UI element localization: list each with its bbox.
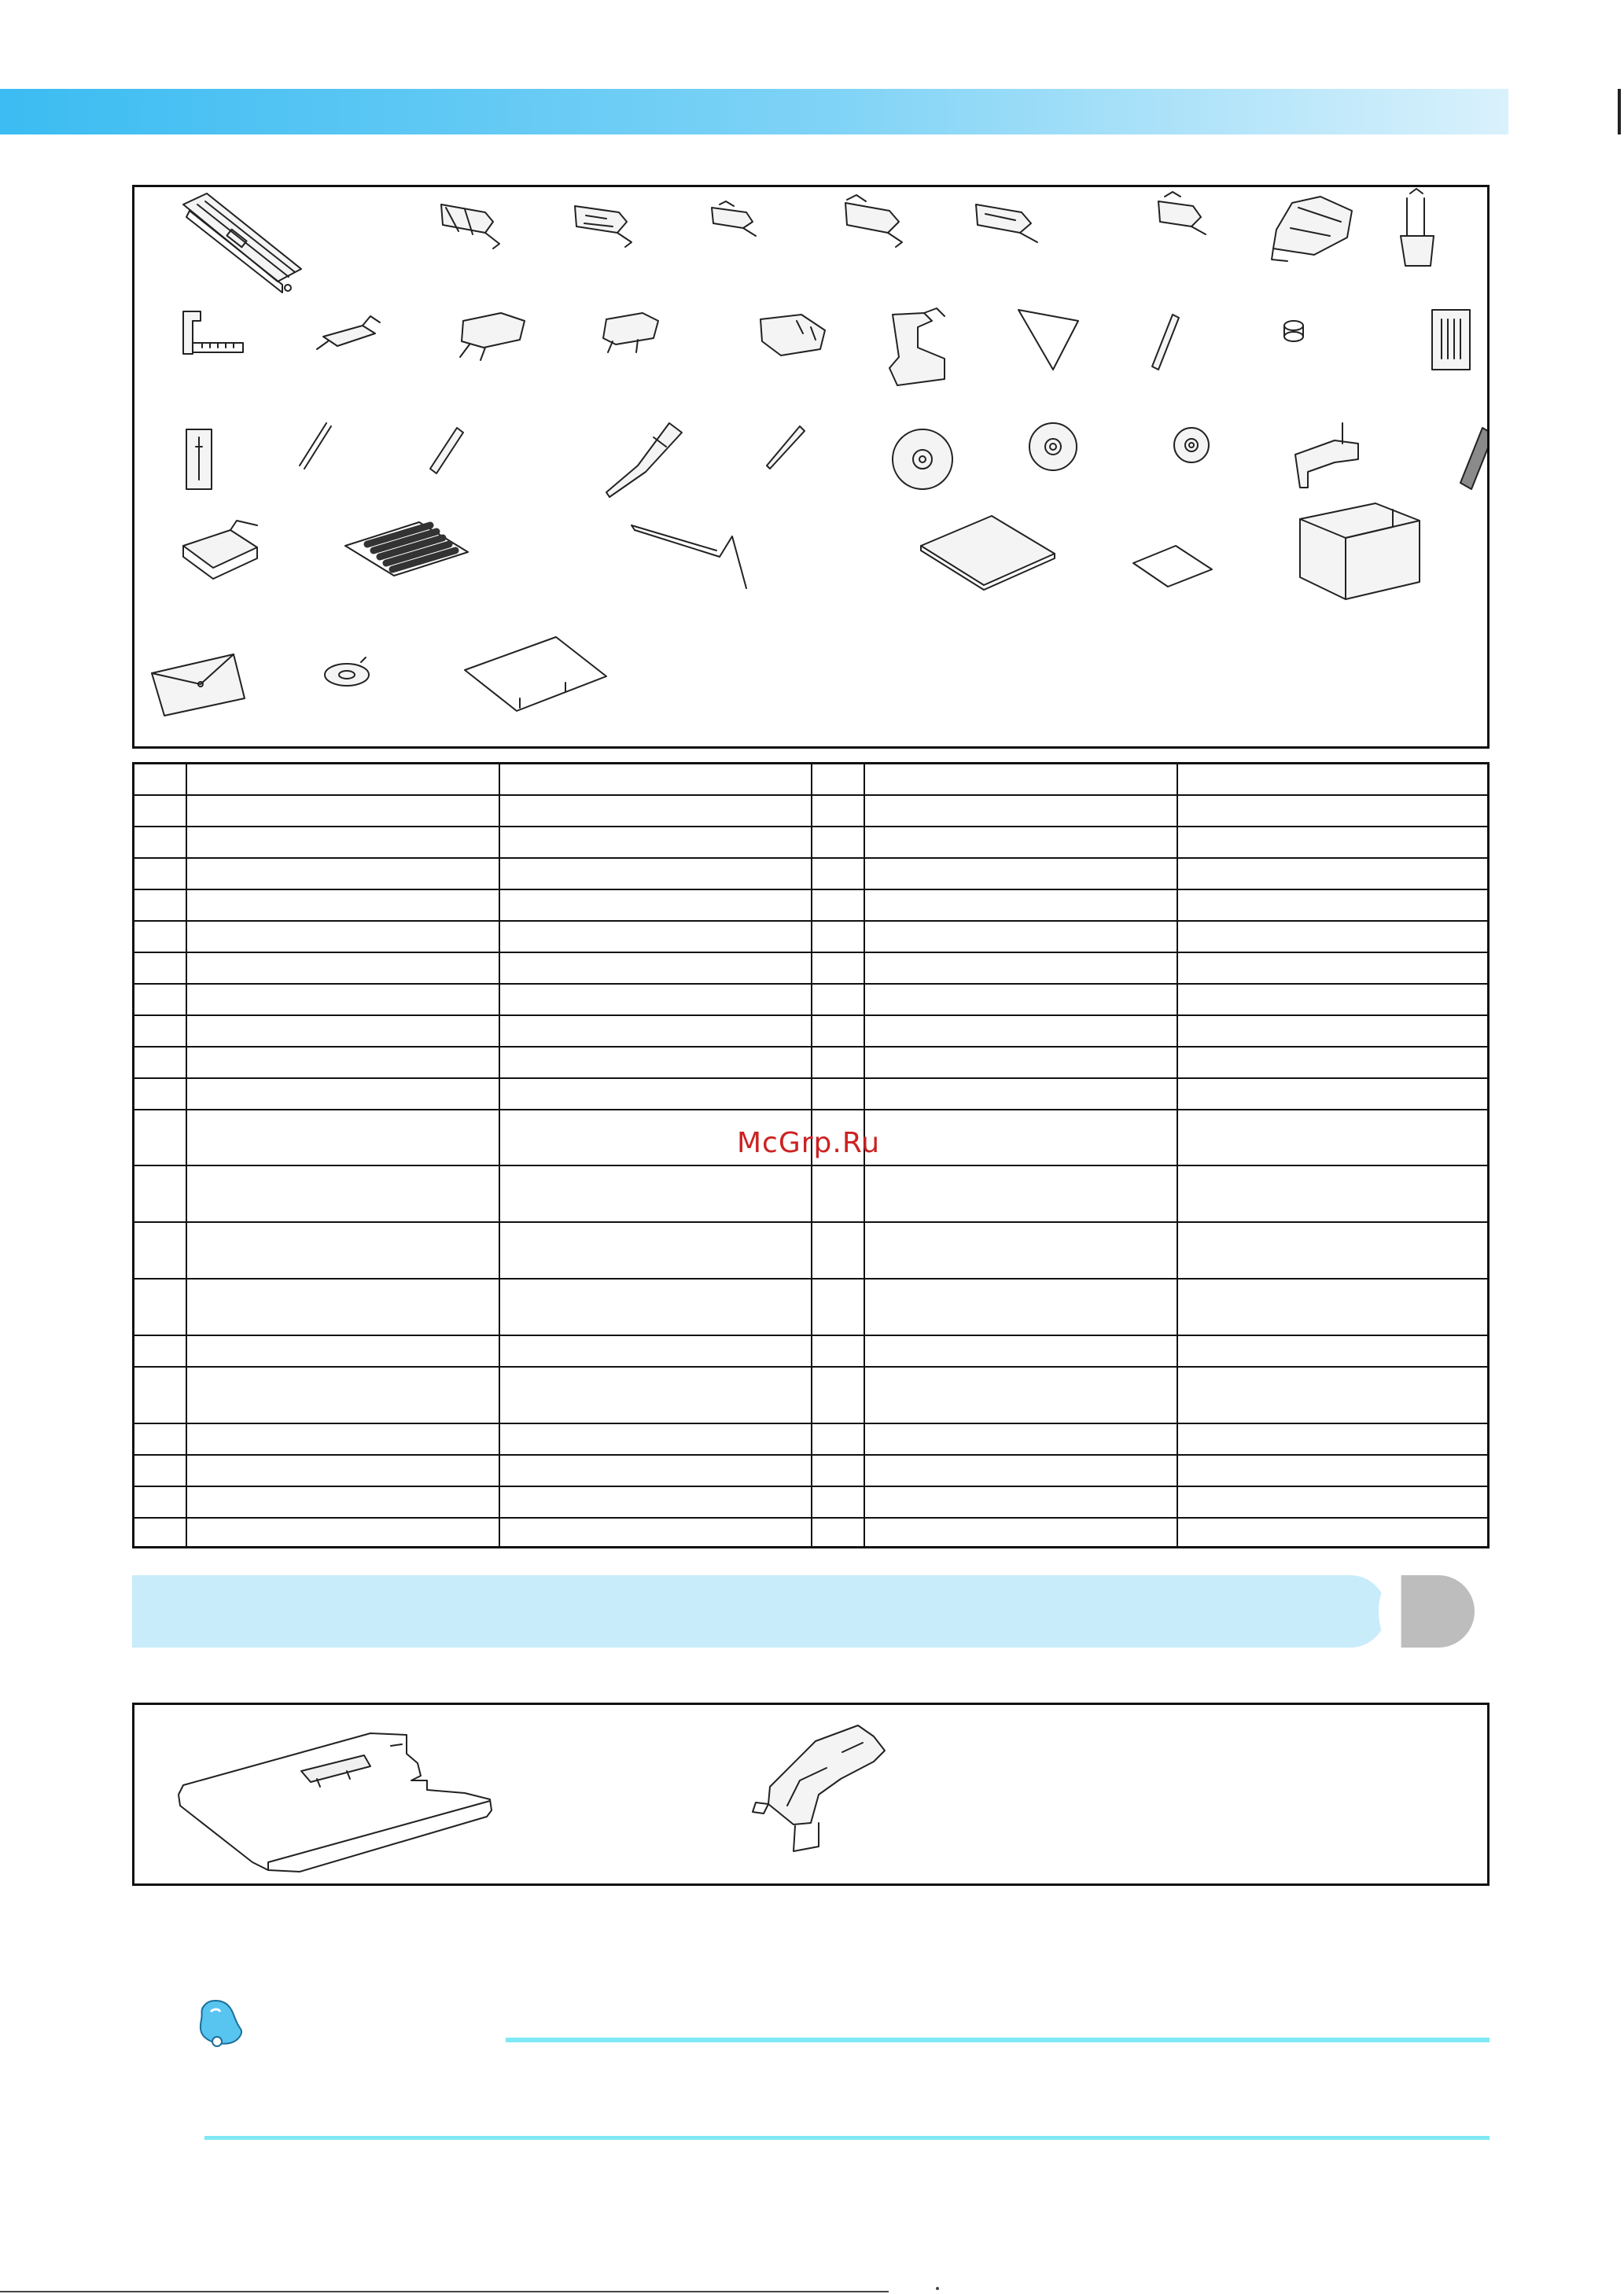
- needle-set-drawing: [1432, 310, 1470, 370]
- section-heading-band: [132, 1575, 1386, 1648]
- table-row: [134, 857, 1487, 859]
- table-row: [134, 1077, 1487, 1079]
- table-row: [134, 983, 1487, 985]
- table-row: [134, 826, 1487, 827]
- header-band: [0, 89, 1508, 134]
- seam-ripper-loop-drawing: [1018, 310, 1078, 370]
- spool-cap-large-drawing: [893, 429, 952, 489]
- monogramming-foot-drawing: [575, 206, 632, 247]
- table-row: [134, 1486, 1487, 1487]
- table-row: [134, 794, 1487, 796]
- embroidery-foot-drawing: [889, 308, 945, 385]
- overcasting-foot-drawing: [441, 204, 499, 249]
- table-row: [134, 952, 1487, 953]
- spool-pin-drawing: [1295, 423, 1358, 488]
- watermark: McGrp.Ru: [737, 1127, 881, 1159]
- disc-screwdriver-drawing: [606, 423, 682, 497]
- footer-mark: [936, 2287, 939, 2290]
- side-cutter-foot-drawing: [753, 1725, 885, 1851]
- table-row: [134, 1221, 1487, 1223]
- bobbin-drawing: [1284, 321, 1303, 341]
- table-divider-1: [186, 764, 187, 1546]
- cording-foot-drawing: [1158, 192, 1206, 234]
- cleaning-brush-drawing: [300, 423, 331, 469]
- bobbin-cover-drawing: [325, 657, 369, 686]
- screwdriver-small-drawing: [767, 426, 805, 469]
- bell-icon: [193, 1996, 249, 2051]
- table-row: [134, 1046, 1487, 1048]
- table-row: [134, 1014, 1487, 1016]
- table-row: [134, 1278, 1487, 1280]
- darning-foot-drawing: [1401, 189, 1434, 266]
- optional-drawings: [134, 1705, 1487, 1883]
- accessory-bag-drawing: [152, 654, 245, 716]
- table-row: [134, 1423, 1487, 1424]
- extension-table-drawing: [179, 1733, 492, 1872]
- spool-net-drawing: [1460, 428, 1487, 489]
- spool-cap-small-drawing: [1174, 428, 1209, 462]
- blind-stitch-foot-drawing: [845, 195, 902, 247]
- spool-cap-medium-drawing: [1029, 423, 1077, 470]
- table-row: [134, 889, 1487, 890]
- foot-controller-drawing: [183, 521, 257, 579]
- hard-cover-drawing: [1300, 503, 1420, 599]
- note-rule-top: [506, 2038, 1490, 2042]
- page-edge-mark: [1618, 89, 1621, 134]
- quarter-inch-foot-drawing: [760, 315, 825, 355]
- note-rule-bottom: [204, 2136, 1490, 2140]
- side-cutter-drawing: [317, 316, 380, 349]
- table-row: [134, 920, 1487, 922]
- table-row: [134, 1366, 1487, 1368]
- twin-needle-drawing: [186, 429, 212, 489]
- accessories-figure: [132, 185, 1490, 749]
- buttonhole-foot-drawing: [183, 193, 301, 293]
- table-divider-2: [499, 764, 500, 1546]
- table-row: [134, 1335, 1487, 1336]
- footer-rule: [0, 2291, 889, 2292]
- zipper-foot-drawing: [712, 201, 756, 236]
- button-fitting-foot-drawing: [976, 204, 1037, 242]
- optional-accessories-figure: [132, 1703, 1490, 1886]
- accessories-drawings: [134, 187, 1487, 746]
- quilting-guide-drawing: [183, 311, 243, 354]
- table-row: [134, 1165, 1487, 1166]
- table-row: [134, 1517, 1487, 1519]
- eyelet-punch-drawing: [430, 428, 463, 473]
- table-divider-5: [1177, 764, 1178, 1546]
- quick-reference-guide-drawing: [1133, 546, 1212, 587]
- seam-ripper-drawing: [1152, 315, 1179, 370]
- straight-stitch-foot-drawing: [603, 313, 658, 352]
- knee-lifter-drawing: [632, 525, 746, 588]
- open-toe-foot-drawing: [460, 313, 525, 360]
- instruction-manual-drawing: [921, 516, 1055, 590]
- table-row: [134, 1109, 1487, 1110]
- section-tab: [1399, 1575, 1475, 1648]
- walking-foot-drawing: [1272, 197, 1352, 261]
- table-row: [134, 1454, 1487, 1456]
- grid-sheet-drawing: [465, 637, 606, 711]
- stabilizer-sheet-drawing: [345, 522, 468, 576]
